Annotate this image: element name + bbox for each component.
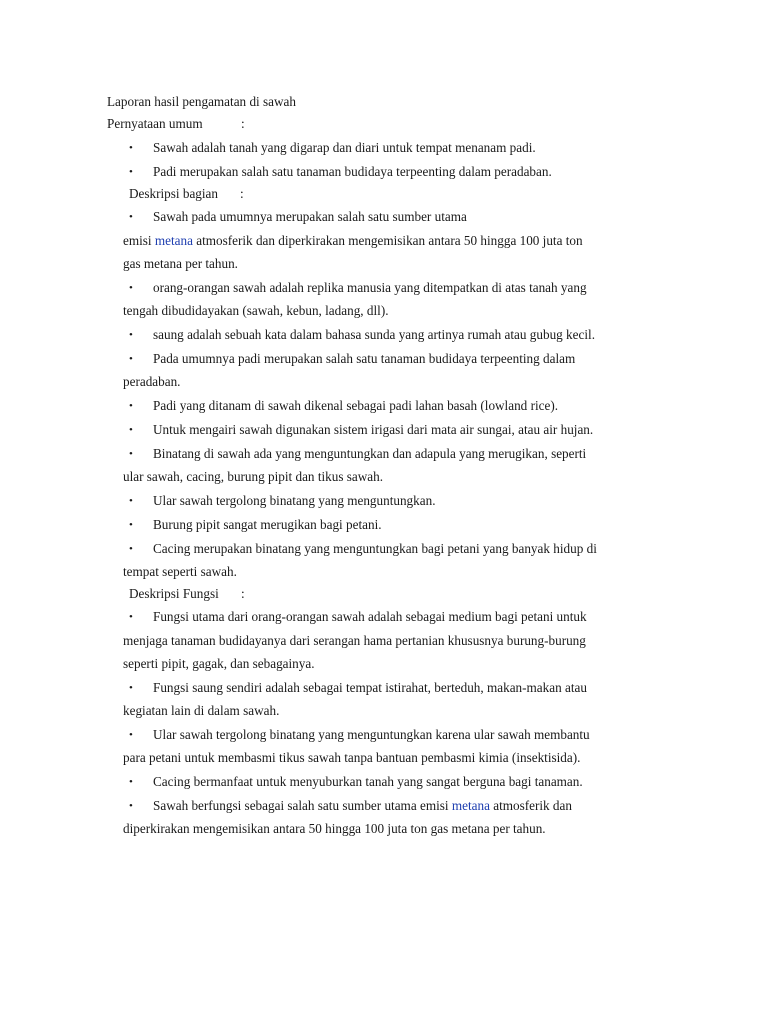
list-item: Fungsi saung sendiri adalah sebagai tempat istirahat, berteduh, makan-makan atau: [153, 680, 587, 695]
section-heading-bagian: Deskripsi bagian: [129, 186, 218, 201]
list-item-continuation: gas metana per tahun.: [123, 256, 238, 271]
list-item-continuation: [123, 233, 583, 249]
list-item: Padi merupakan salah satu tanaman budidaya terpeenting dalam peradaban.: [153, 164, 552, 179]
list-item: Binatang di sawah ada yang menguntungkan dan adapula yang merugikan, seperti: [153, 446, 587, 461]
list-item: Cacing bermanfaat untuk menyuburkan tanah yang sangat berguna bagi tanaman.: [153, 774, 583, 789]
bullet-icon: •: [129, 400, 133, 412]
bullet-icon: •: [129, 353, 133, 365]
list-item: Ular sawah tergolong binatang yang menguntungkan karena ular sawah membantu: [153, 727, 590, 742]
list-item-continuation: diperkirakan mengemisikan antara 50 hingga 100 juta ton gas metana per tahun.: [123, 821, 546, 836]
bullet-icon: •: [129, 776, 133, 788]
text-run: atmosferik dan: [489, 798, 572, 813]
bullet-icon: •: [129, 282, 133, 294]
section-colon-bagian: :: [240, 186, 244, 201]
text-run: emisi: [123, 233, 155, 248]
list-item-continuation: para petani untuk membasmi tikus sawah tanpa bantuan pembasmi kimia (insektisida).: [123, 750, 581, 765]
list-item-continuation: tengah dibudidayakan (sawah, kebun, ladang, dll).: [123, 303, 389, 318]
section-heading-fungsi: Deskripsi Fungsi: [129, 586, 219, 601]
bullet-icon: •: [129, 211, 133, 223]
bullet-icon: •: [129, 142, 133, 154]
list-item-continuation: tempat seperti sawah.: [123, 564, 237, 579]
list-item: Sawah adalah tanah yang digarap dan diari untuk tempat menanam padi.: [153, 140, 536, 155]
list-item: Ular sawah tergolong binatang yang menguntungkan.: [153, 493, 436, 508]
list-item-continuation: menjaga tanaman budidayanya dari serangan hama pertanian khususnya burung-burung: [123, 633, 586, 648]
bullet-icon: •: [129, 329, 133, 341]
bullet-icon: •: [129, 448, 133, 460]
bullet-icon: •: [129, 543, 133, 555]
list-item: Burung pipit sangat merugikan bagi petani.: [153, 517, 382, 532]
bullet-icon: •: [129, 424, 133, 436]
bullet-icon: •: [129, 166, 133, 178]
list-item: Padi yang ditanam di sawah dikenal sebagai padi lahan basah (lowland rice).: [153, 398, 559, 413]
bullet-icon: •: [129, 495, 133, 507]
list-item: Cacing merupakan binatang yang menguntungkan bagi petani yang banyak hidup di: [153, 541, 597, 556]
list-item: orang-orangan sawah adalah replika manusia yang ditempatkan di atas tanah yang: [153, 280, 587, 295]
list-item-continuation: seperti pipit, gagak, dan sebagainya.: [123, 656, 315, 671]
text-run: atmosferik dan diperkirakan mengemisikan antara 50 hingga 100 juta ton: [192, 233, 583, 248]
list-item-continuation: kegiatan lain di dalam sawah.: [123, 703, 280, 718]
bullet-icon: •: [129, 611, 133, 623]
document-title: Laporan hasil pengamatan di sawah: [107, 94, 296, 109]
section-heading-umum: Pernyataan umum: [107, 116, 203, 131]
list-item: Fungsi utama dari orang-orangan sawah adalah sebagai medium bagi petani untuk: [153, 609, 587, 624]
list-item: Sawah pada umumnya merupakan salah satu sumber utama: [153, 209, 467, 224]
text-run: Sawah berfungsi sebagai salah satu sumber utama emisi: [153, 798, 452, 813]
list-item: Untuk mengairi sawah digunakan sistem irigasi dari mata air sungai, atau air hujan.: [153, 422, 594, 437]
bullet-icon: •: [129, 800, 133, 812]
section-colon-umum: :: [241, 116, 245, 131]
bullet-icon: •: [129, 519, 133, 531]
list-item-continuation: peradaban.: [123, 374, 181, 389]
bullet-icon: •: [129, 729, 133, 741]
section-colon-fungsi: :: [241, 586, 245, 601]
metana-link[interactable]: metana: [451, 798, 490, 813]
list-item: [153, 798, 572, 814]
list-item: saung adalah sebuah kata dalam bahasa sunda yang artinya rumah atau gubug kecil.: [153, 327, 595, 342]
bullet-icon: •: [129, 682, 133, 694]
list-item-continuation: ular sawah, cacing, burung pipit dan tikus sawah.: [123, 469, 384, 484]
metana-link[interactable]: metana: [154, 233, 193, 248]
list-item: Pada umumnya padi merupakan salah satu tanaman budidaya terpeenting dalam: [153, 351, 576, 366]
